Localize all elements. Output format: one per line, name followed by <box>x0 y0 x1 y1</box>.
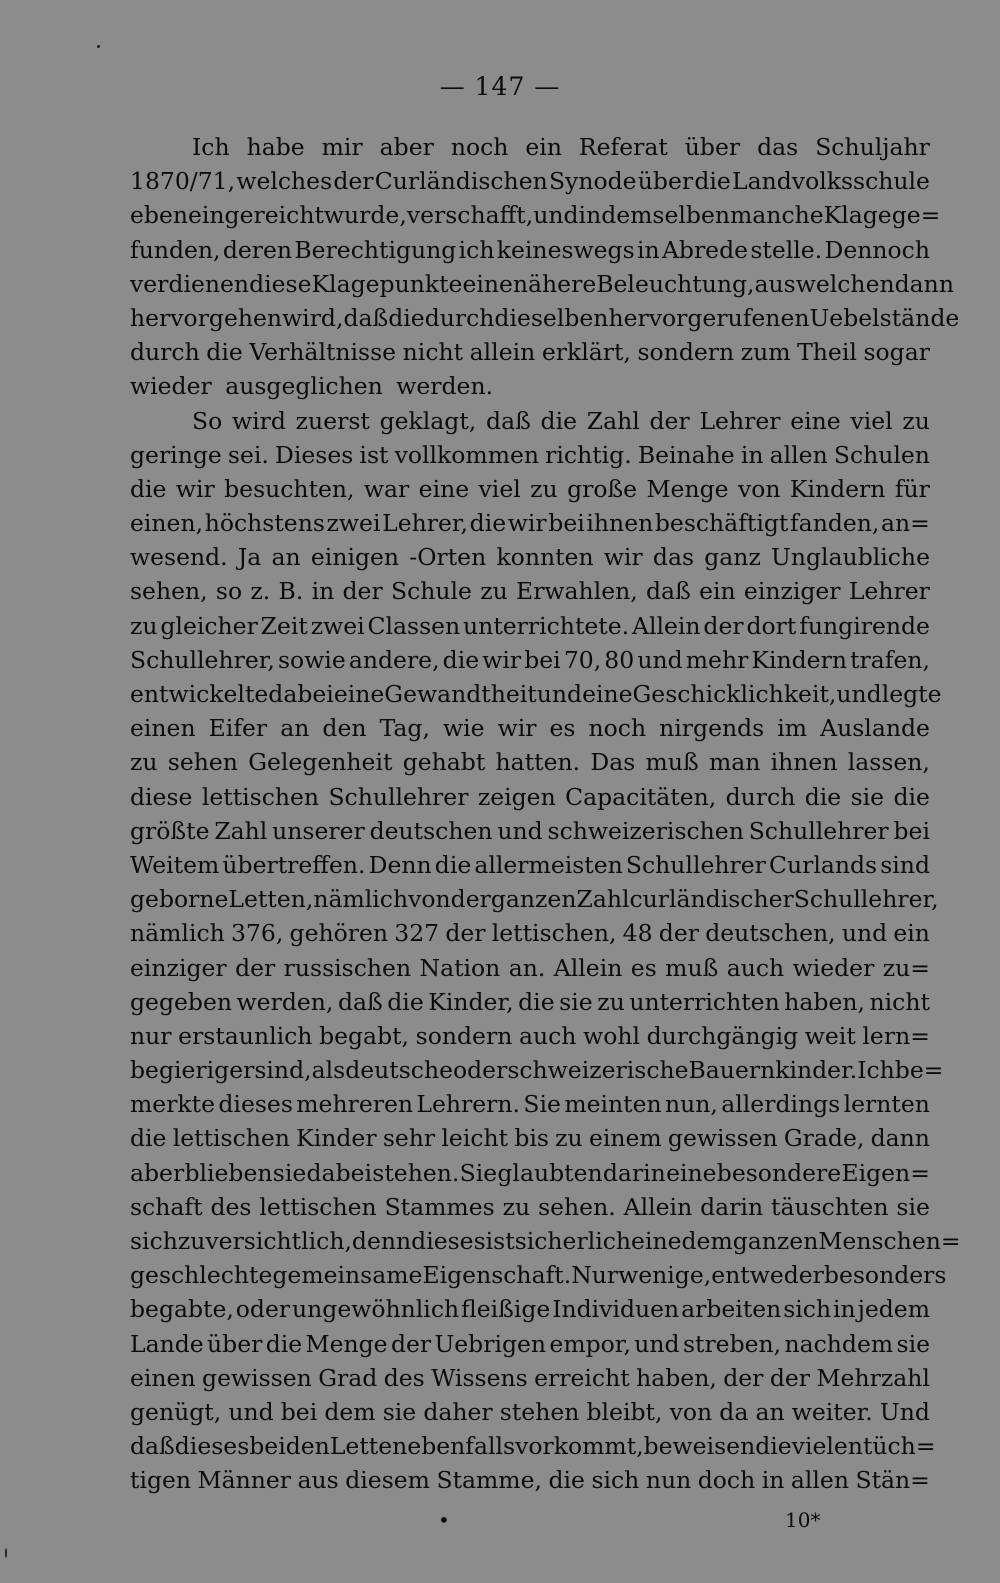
text-line: daß dieses bei den Letten ebenfalls vorkommt, beweisen die vielen tüch= <box>130 1432 936 1461</box>
text-line: geringe sei. Dieses ist vollkommen richtig. Beinahe in allen Schulen <box>130 440 930 469</box>
text-line: einen gewissen Grad des Wissens erreicht haben, der der Mehrzahl <box>130 1363 930 1392</box>
text-line: geborne Letten, nämlich von der ganzen Zahl curländischer Schullehrer, <box>130 885 939 914</box>
signature-mark: 10* <box>785 1508 821 1532</box>
text-line: Ich habe mir aber noch ein Referat über das Schuljahr <box>192 133 930 161</box>
scan-speck <box>97 45 100 48</box>
text-line: sich zuversichtlich, denn dieses ist sicherlich eine dem ganzen Menschen= <box>130 1227 961 1255</box>
text-line: zu sehen Gelegenheit gehabt hatten. Das muß man ihnen lassen, <box>130 748 930 777</box>
text-line: begieriger sind, als deutsche oder schweizerische Bauernkinder. Ich be= <box>130 1056 944 1085</box>
text-line: zu gleicher Zeit zwei Classen unterrichtete. Allein der dort fungirende <box>130 611 930 640</box>
text-line: sehen, so z. B. in der Schule zu Erwahlen, daß ein einziger Lehrer <box>130 577 930 606</box>
text-line: entwickelte dabei eine Gewandtheit und eine Geschicklichkeit, und legte <box>130 680 942 708</box>
text-line: funden, deren Berechtigung ich keineswegs in Abrede stelle. Dennoch <box>130 235 930 264</box>
printer-mark-dot: • <box>438 1508 450 1532</box>
text-line: hervorgehen wird, daß die durch dieselben hervorgerufenen Uebelstände <box>130 303 960 332</box>
text-line: gegeben werden, daß die Kinder, die sie zu unterrichten haben, nicht <box>130 987 930 1016</box>
text-line: größte Zahl unserer deutschen und schweizerischen Schullehrer bei <box>130 816 930 845</box>
page-number: — 147 — <box>439 72 561 101</box>
text-line: So wird zuerst geklagt, daß die Zahl der Lehrer eine viel zu <box>192 406 930 435</box>
text-line: die wir besuchten, war eine viel zu große Menge von Kindern für <box>130 474 930 503</box>
scan-speck <box>5 1548 7 1558</box>
text-line: einziger der russischen Nation an. Allein es muß auch wieder zu= <box>130 953 930 982</box>
text-line: verdienen diese Klagepunkte eine nähere Beleuchtung, aus welchen dann <box>130 269 954 298</box>
text-line: merkte dieses mehreren Lehrern. Sie meinten nun, allerdings lernten <box>130 1090 930 1119</box>
text-line: geschlechte gemeinsame Eigenschaft. Nur wenige, entweder besonders <box>130 1261 947 1290</box>
text-line: einen Eifer an den Tag, wie wir es noch nirgends im Auslande <box>130 714 930 743</box>
text-line: einen, höchstens zwei Lehrer, die wir bei ihnen beschäftigt fanden, an= <box>130 509 930 538</box>
text-line: genügt, und bei dem sie daher stehen bleibt, von da an weiter. Und <box>130 1397 930 1426</box>
text-line: begabte, oder ungewöhnlich fleißige Individuen arbeiten sich in jedem <box>130 1295 930 1324</box>
text-line: Weitem übertreffen. Denn die allermeisten Schullehrer Curlands sind <box>130 850 930 879</box>
text-line: 1870/71, welches der Curländischen Synode über die Landvolksschule <box>130 167 930 196</box>
text-line: wieder ausgeglichen werden. <box>130 372 494 401</box>
text-line: Schullehrer, sowie andere, die wir bei 70, 80 und mehr Kindern trafen, <box>130 645 930 674</box>
text-line: tigen Männer aus diesem Stamme, die sich nun doch in allen Stän= <box>130 1466 930 1495</box>
text-line: durch die Verhältnisse nicht allein erklärt, sondern zum Theil sogar <box>130 338 930 367</box>
text-line: nur erstaunlich begabt, sondern auch wohl durchgängig weit lern= <box>130 1021 930 1050</box>
text-line: diese lettischen Schullehrer zeigen Capacitäten, durch die sie die <box>130 782 930 811</box>
text-line: eben eingereicht wurde, verschafft, und in demselben manche Klage ge= <box>130 201 941 230</box>
page-footer <box>0 1508 1000 1538</box>
text-line: nämlich 376, gehören 327 der lettischen, 48 der deutschen, und ein <box>130 919 930 948</box>
text-line: wesend. Ja an einigen -Orten konnten wir das ganz Unglaubliche <box>130 543 930 572</box>
text-line: aber blieben sie dabei stehen. Sie glaubten darin eine besondere Eigen= <box>130 1158 930 1187</box>
text-line: die lettischen Kinder sehr leicht bis zu einem gewissen Grade, dann <box>130 1124 930 1153</box>
text-line: schaft des lettischen Stammes zu sehen. Allein darin täuschten sie <box>130 1192 930 1221</box>
text-line: Lande über die Menge der Uebrigen empor, und streben, nachdem sie <box>130 1329 930 1358</box>
body-text <box>130 130 961 1498</box>
